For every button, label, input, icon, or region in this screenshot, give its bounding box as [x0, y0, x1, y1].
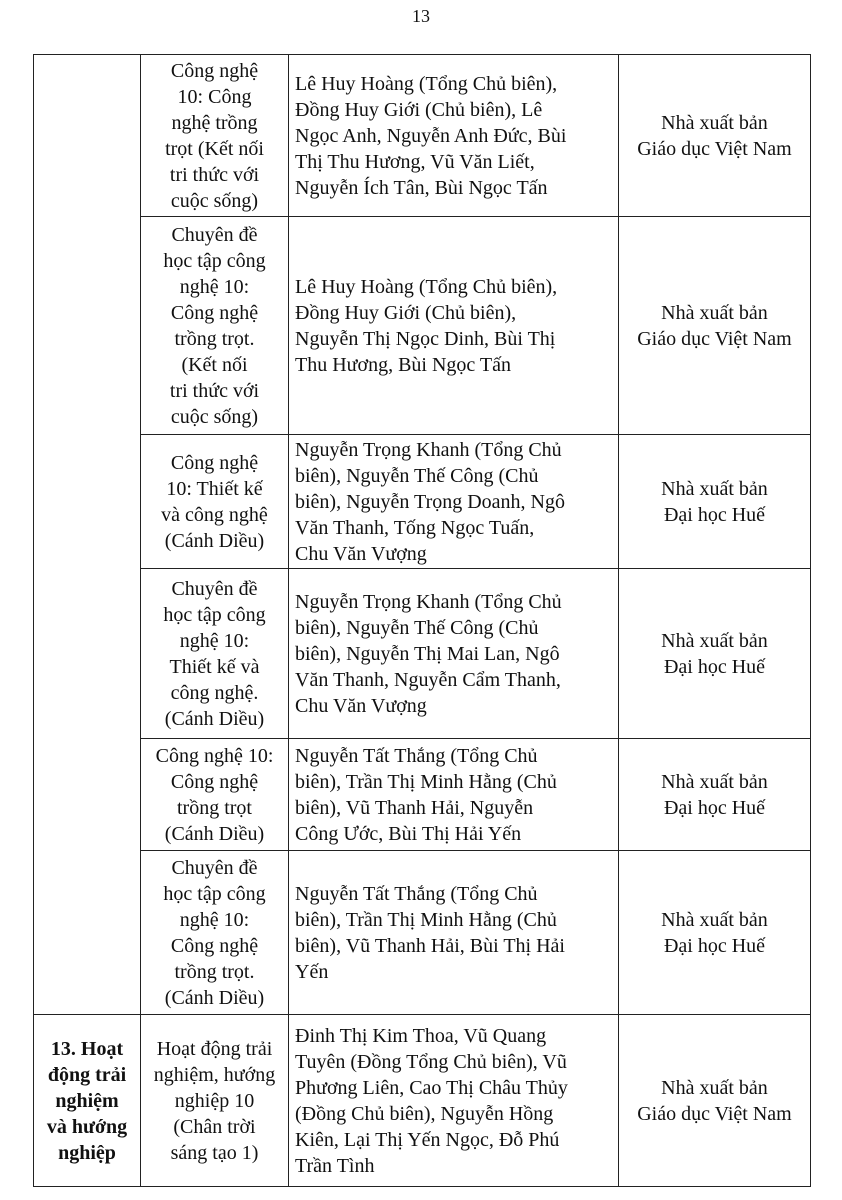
table-row [34, 435, 811, 569]
book-title-cell-line: học tập công [163, 249, 266, 272]
publisher-cell-line: Nhà xuất bản [661, 111, 768, 134]
authors-cell-line: biên), Nguyễn Thị Mai Lan, Ngô [295, 642, 560, 665]
publisher-cell [619, 1015, 811, 1187]
subject-cell [34, 1015, 141, 1187]
authors-cell-line: Nguyễn Thị Ngọc Dinh, Bùi Thị [295, 327, 556, 350]
book-title-cell-line: Công nghệ [170, 301, 259, 324]
authors-cell-line: biên), Nguyễn Thế Công (Chủ [295, 464, 539, 487]
subject-cell-line: nghiệm [55, 1089, 119, 1112]
book-title-cell-line: trọt (Kết nối [165, 137, 264, 160]
publisher-cell-line: Nhà xuất bản [661, 629, 768, 652]
authors-cell-line: (Đồng Chủ biên), Nguyễn Hồng [295, 1102, 554, 1125]
book-title-cell-line: tri thức với [169, 379, 260, 402]
book-title-cell-line: Công nghệ 10: [155, 744, 274, 767]
authors-cell-line: biên), Trần Thị Minh Hằng (Chủ [295, 770, 557, 793]
authors-cell-line: biên), Trần Thị Minh Hằng (Chủ [295, 908, 557, 931]
book-title-cell [141, 739, 289, 851]
publisher-cell-line: Nhà xuất bản [661, 770, 768, 793]
book-title-cell-line: 10: Thiết kế [166, 477, 263, 500]
authors-cell-line: Nguyễn Trọng Khanh (Tổng Chủ [295, 590, 562, 613]
book-title-cell-line: trồng trọt [177, 796, 252, 819]
book-title-cell-line: Chuyên đề [171, 223, 258, 246]
book-title-cell-line: Công nghệ [170, 59, 259, 82]
authors-cell-line: Nguyễn Trọng Khanh (Tổng Chủ [295, 438, 562, 461]
publisher-cell [619, 435, 811, 569]
book-title-cell-line: học tập công [163, 603, 266, 626]
book-title-cell [141, 55, 289, 217]
publisher-cell-line: Nhà xuất bản [661, 1076, 768, 1099]
book-title-cell-line: nghệ 10: [179, 275, 250, 298]
book-title-cell-line: trồng trọt. [174, 327, 255, 350]
book-title-cell-line: Hoạt động trải [156, 1037, 273, 1060]
book-title-cell [141, 569, 289, 739]
authors-cell-line: Chu Văn Vượng [295, 694, 427, 717]
book-title-cell-line: 10: Công [177, 85, 252, 108]
authors-cell [289, 851, 619, 1015]
book-title-cell-line: (Cánh Diều) [164, 822, 265, 845]
authors-cell [289, 217, 619, 435]
publisher-cell [619, 739, 811, 851]
publisher-cell-line: Đại học Huế [663, 503, 766, 526]
textbook-table [33, 54, 811, 1187]
book-title-cell-line: trồng trọt. [174, 960, 255, 983]
table-row [34, 217, 811, 435]
book-title-cell-line: nghệ trồng [171, 111, 258, 134]
table-row [34, 851, 811, 1015]
authors-cell-line: Thị Thu Hương, Vũ Văn Liết, [295, 150, 535, 173]
table-row [34, 1015, 811, 1187]
authors-cell-line: Phương Liên, Cao Thị Châu Thủy [295, 1076, 568, 1099]
authors-cell-line: Tuyên (Đồng Tổng Chủ biên), Vũ [295, 1050, 567, 1073]
book-title-cell-line: (Kết nối [181, 353, 248, 376]
subject-cell-line: và hướng [46, 1115, 128, 1138]
authors-cell-line: Ngọc Anh, Nguyễn Anh Đức, Bùi [295, 124, 567, 147]
publisher-cell-line: Đại học Huế [663, 796, 766, 819]
publisher-cell-line: Giáo dục Việt Nam [637, 137, 792, 160]
book-title-cell-line: cuộc sống) [170, 189, 259, 212]
book-title-cell-line: Chuyên đề [171, 577, 258, 600]
authors-cell-line: Đồng Huy Giới (Chủ biên), Lê [295, 98, 543, 121]
authors-cell-line: Kiên, Lại Thị Yến Ngọc, Đỗ Phú [295, 1128, 560, 1151]
subject-cell-line: nghiệp [58, 1141, 116, 1164]
book-title-cell-line: tri thức với [169, 163, 260, 186]
subject-cell-line: 13. Hoạt [50, 1037, 124, 1060]
authors-cell [289, 739, 619, 851]
book-title-cell-line: Công nghệ [170, 770, 259, 793]
publisher-cell-line: Đại học Huế [663, 934, 766, 957]
book-title-cell [141, 435, 289, 569]
book-title-cell-line: học tập công [163, 882, 266, 905]
authors-cell [289, 1015, 619, 1187]
publisher-cell [619, 851, 811, 1015]
book-title-cell-line: công nghệ. [170, 681, 259, 704]
table-row [34, 55, 811, 217]
book-title-cell-line: Công nghệ [170, 934, 259, 957]
book-title-cell-line: và công nghệ [161, 503, 268, 526]
authors-cell-line: Thu Hương, Bùi Ngọc Tấn [295, 353, 512, 376]
publisher-cell [619, 217, 811, 435]
book-title-cell-line: (Cánh Diều) [164, 707, 265, 730]
authors-cell-line: Trần Tình [295, 1154, 375, 1177]
publisher-cell-line: Nhà xuất bản [661, 908, 768, 931]
publisher-cell [619, 569, 811, 739]
subject-cell-line: động trải [47, 1063, 127, 1086]
book-title-cell-line: (Cánh Diều) [164, 529, 265, 552]
publisher-cell-line: Nhà xuất bản [661, 477, 768, 500]
authors-cell-line: Lê Huy Hoàng (Tổng Chủ biên), [295, 275, 558, 298]
book-title-cell-line: (Chân trời [173, 1115, 256, 1138]
authors-cell [289, 435, 619, 569]
authors-cell-line: Công Ước, Bùi Thị Hải Yến [295, 822, 522, 845]
authors-cell-line: Nguyễn Tất Thắng (Tổng Chủ [295, 882, 538, 905]
authors-cell-line: biên), Vũ Thanh Hải, Nguyễn [295, 796, 534, 819]
book-title-cell [141, 1015, 289, 1187]
publisher-cell-line: Đại học Huế [663, 655, 766, 678]
page-number: 13 [412, 6, 430, 26]
authors-cell-line: Yến [295, 960, 329, 983]
publisher-cell [619, 55, 811, 217]
book-title-cell-line: Chuyên đề [171, 856, 258, 879]
book-title-cell-line: nghiệp 10 [174, 1089, 255, 1112]
book-title-cell-line: nghệ 10: [179, 908, 250, 931]
book-title-cell [141, 851, 289, 1015]
book-title-cell-line: nghệ 10: [179, 629, 250, 652]
book-title-cell [141, 217, 289, 435]
authors-cell-line: Đinh Thị Kim Thoa, Vũ Quang [295, 1024, 547, 1047]
book-title-cell-line: nghiệm, hướng [153, 1063, 276, 1086]
publisher-cell-line: Nhà xuất bản [661, 301, 768, 324]
book-title-cell-line: (Cánh Diều) [164, 986, 265, 1009]
authors-cell-line: Đồng Huy Giới (Chủ biên), [295, 301, 517, 324]
authors-cell-line: Văn Thanh, Tống Ngọc Tuấn, [295, 516, 535, 539]
authors-cell [289, 569, 619, 739]
publisher-cell-line: Giáo dục Việt Nam [637, 1102, 792, 1125]
authors-cell-line: Nguyễn Tất Thắng (Tổng Chủ [295, 744, 538, 767]
book-title-cell-line: Thiết kế và [169, 655, 260, 678]
book-title-cell-line: cuộc sống) [170, 405, 259, 428]
authors-cell-line: biên), Nguyễn Trọng Doanh, Ngô [295, 490, 565, 513]
authors-cell-line: biên), Vũ Thanh Hải, Bùi Thị Hải [295, 934, 565, 957]
authors-cell-line: Lê Huy Hoàng (Tổng Chủ biên), [295, 72, 558, 95]
table-row [34, 569, 811, 739]
subject-cell [34, 55, 141, 1015]
authors-cell-line: Chu Văn Vượng [295, 542, 427, 565]
authors-cell-line: Văn Thanh, Nguyễn Cẩm Thanh, [295, 668, 561, 691]
authors-cell-line: biên), Nguyễn Thế Công (Chủ [295, 616, 539, 639]
authors-cell-line: Nguyễn Ích Tân, Bùi Ngọc Tấn [295, 176, 548, 199]
book-title-cell-line: Công nghệ [170, 451, 259, 474]
authors-cell [289, 55, 619, 217]
publisher-cell-line: Giáo dục Việt Nam [637, 327, 792, 350]
table-row [34, 739, 811, 851]
book-title-cell-line: sáng tạo 1) [170, 1141, 259, 1164]
